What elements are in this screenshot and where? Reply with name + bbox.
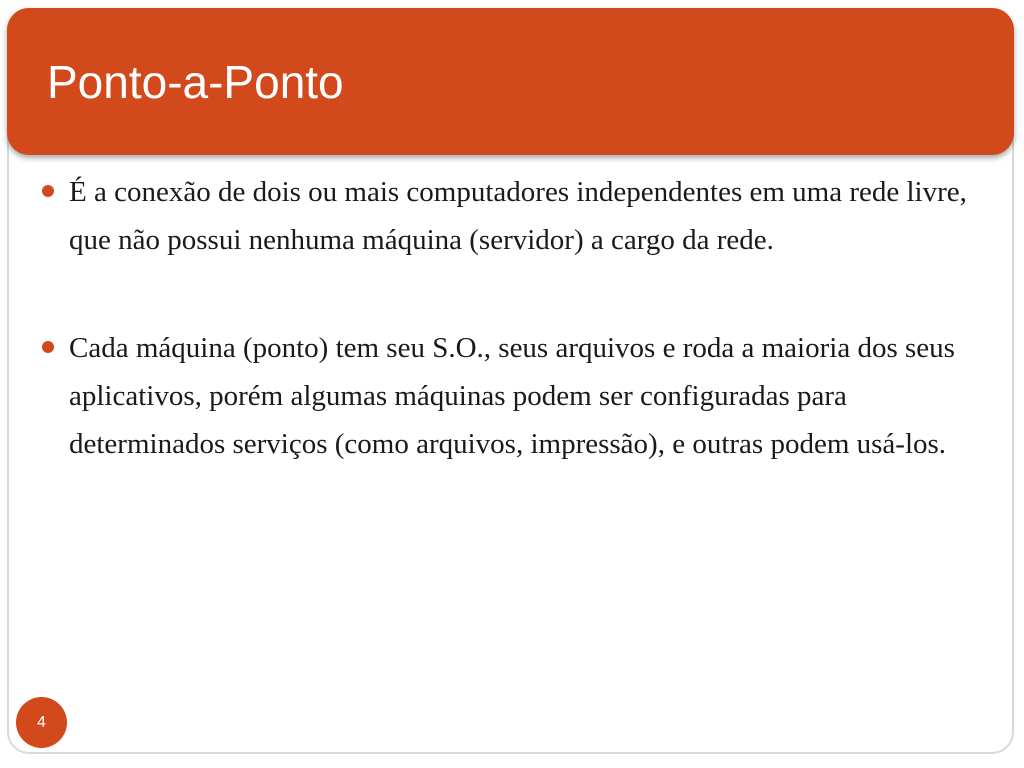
bullet-list: [40, 168, 970, 468]
title-bar: [7, 8, 1014, 155]
bullet-dot-icon: [42, 185, 54, 197]
bullet-dot-icon: [42, 341, 54, 353]
bullet-item: [40, 324, 970, 468]
bullet-text: É a conexão de dois ou mais computadores independentes em uma rede livre, que não possui nenhuma máquina (servidor) a cargo da rede.: [69, 176, 967, 256]
slide-title: Ponto-a-Ponto: [47, 56, 344, 108]
page-number-badge: 4: [16, 697, 67, 748]
bullet-item: [40, 168, 970, 264]
bullet-text: Cada máquina (ponto) tem seu S.O., seus arquivos e roda a maioria dos seus aplicativos, porém algumas máquinas podem ser configuradas para determinados serviços (como arquivos, impressão), e outras podem usá-los.: [69, 332, 955, 460]
